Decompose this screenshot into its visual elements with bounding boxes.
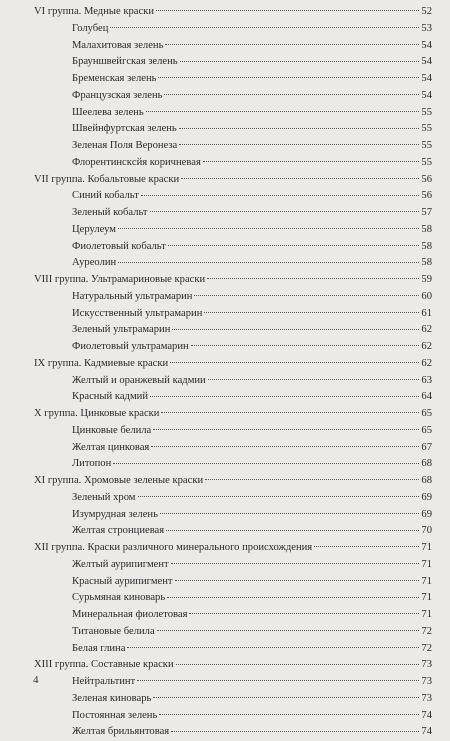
toc-entry [34,724,432,741]
toc-entry-page: 56 [421,190,432,202]
toc-entry [34,306,432,323]
toc-entry [34,557,432,574]
toc-entry [34,423,432,440]
toc-entry-page: 65 [421,424,432,436]
dot-leader [208,378,419,380]
toc-entry-page: 71 [421,592,432,604]
toc-entry-page: 60 [421,290,432,302]
dot-leader [314,545,419,547]
toc-entry [34,523,432,540]
toc-entry-page: 58 [421,240,432,252]
dot-leader [171,730,419,732]
toc-entry [34,105,432,122]
toc-group-entry [34,272,432,289]
dot-leader [110,26,419,28]
dot-leader [160,512,419,514]
toc-entry [34,339,432,356]
toc-entry-title: Красный кадмий [72,391,148,403]
toc-entry-page: 57 [421,207,432,218]
toc-entry [34,155,432,172]
dot-leader [194,294,419,296]
toc-entry-title: Красный аурипигмент [72,575,173,587]
toc-entry [34,708,432,725]
toc-entry-title: Зеленый кобальт [72,207,148,218]
toc-entry-page: 62 [421,357,432,369]
toc-entry-title: X группа. Цинковые краски [34,408,160,419]
toc-group-entry [34,406,432,423]
toc-entry [34,507,432,524]
dot-leader [153,428,419,430]
dot-leader [166,529,419,531]
dot-leader [141,194,419,196]
dot-leader [165,43,419,45]
toc-entry-page: 71 [421,542,432,553]
toc-entry-title: Зеленый ультрамарин [72,324,171,336]
toc-entry [34,641,432,658]
toc-entry-page: 53 [421,22,432,34]
toc-entry-title: Синий кобальт [72,190,139,202]
dot-leader [127,646,419,648]
dot-leader [118,227,419,229]
toc-entry-page: 71 [421,609,432,620]
toc-entry-page: 54 [421,89,432,101]
toc-entry-page: 71 [421,575,432,587]
toc-entry [34,38,432,55]
dot-leader [179,143,419,145]
toc-entry-page: 61 [421,307,432,319]
toc-entry [34,239,432,256]
toc-entry-title: Зеленый хром [72,491,136,503]
dot-leader [175,579,419,581]
toc-entry-title: VII группа. Кобальтовые краски [34,173,180,185]
toc-entry-page: 69 [421,491,432,503]
toc-entry [34,289,432,306]
toc-entry [34,691,432,708]
toc-entry-title: VIII группа. Ультрамариновые краски [34,274,206,285]
toc-group-entry [34,540,432,557]
toc-entry-title: Нейтральтинт [72,676,136,687]
toc-entry-title: Титановые белила [72,625,155,637]
toc-entry-title: Малахитовая зелень [72,39,164,51]
dot-leader [191,344,419,346]
toc-entry-title: Постоянная зелень [72,709,158,721]
toc-entry-title: Шеелева зелень [72,106,144,118]
dot-leader [113,462,419,464]
toc-entry-page: 62 [421,341,432,352]
dot-leader [167,596,419,598]
toc-entry-title: Желтый и оранжевый кадмии [72,374,206,386]
toc-entry-page: 58 [421,223,432,235]
toc-entry [34,121,432,138]
dot-leader [156,9,419,11]
dot-leader [205,478,419,480]
toc-entry-title: Желтая цинковая [72,441,150,453]
toc-entry [34,674,432,691]
toc-entry [34,624,432,641]
toc-entry-page: 55 [421,123,432,135]
toc-entry-page: 55 [421,156,432,168]
toc-entry-title: Голубец [72,22,109,34]
toc-entry-title: Церулеум [72,223,116,235]
toc-entry [34,222,432,239]
dot-leader [150,210,419,212]
dot-leader [158,76,419,78]
dot-leader [180,60,419,62]
toc-entry-page: 55 [421,140,432,151]
toc-entry [34,138,432,155]
toc-entry-title: Сурьмяная киноварь [72,592,166,604]
dot-leader [179,127,419,129]
toc-entry-page: 68 [421,458,432,470]
dot-leader [172,328,419,330]
toc-entry-page: 72 [421,642,432,654]
toc-entry-title: Брауншвейгская зелень [72,56,178,68]
toc-entry-title: Белая глина [72,642,126,654]
toc-entry-page: 74 [421,726,432,738]
dot-leader [138,495,420,497]
toc-entry-title: VI группа. Медные краски [34,6,154,17]
dot-leader [204,311,419,313]
toc-entry-title: Желтая брильянтовая [72,726,170,738]
toc-entry-title: Минеральная фиолетовая [72,609,188,620]
toc-entry-page: 73 [421,692,432,704]
dot-leader [168,244,419,246]
toc-entry-page: 55 [421,106,432,118]
toc-entry-page: 73 [421,676,432,687]
dot-leader [150,395,419,397]
toc-entry [34,389,432,406]
toc-entry [34,490,432,507]
toc-entry-title: Зеленая киноварь [72,692,152,704]
toc-entry-page: 63 [421,374,432,386]
toc-entry-title: XII группа. Краски различного минерального происхождения [34,542,313,553]
toc-entry-page: 65 [421,408,432,419]
toc-entry-page: 64 [421,391,432,403]
dot-leader [161,411,419,413]
dot-leader [181,177,419,179]
dot-leader [170,361,419,363]
toc-entry [34,574,432,591]
toc-entry-title: Цинковые белила [72,424,152,436]
dot-leader [203,160,419,162]
toc-entry-page: 54 [421,39,432,51]
toc-entry [34,21,432,38]
dot-leader [207,277,419,279]
toc-entry-title: Литопон [72,458,112,470]
toc-entry-page: 54 [421,73,432,84]
toc-entry-title: Натуральный ультрамарин [72,290,193,302]
toc-group-entry [34,356,432,373]
dot-leader [164,93,419,95]
toc-group-entry [34,473,432,490]
dot-leader [151,445,419,447]
toc-entry [34,322,432,339]
toc-entry-page: 68 [421,475,432,486]
toc-entry-page: 69 [421,508,432,520]
toc-entry-title: Фиолетовый кобальт [72,240,166,252]
toc-entry [34,607,432,624]
toc-entry-title: Швейнфуртская зелень [72,123,177,135]
toc-entry-page: 56 [421,173,432,185]
table-of-contents [34,4,432,741]
page-number: 4 [33,674,39,686]
toc-entry-page: 70 [421,525,432,537]
toc-group-entry [34,172,432,189]
toc-entry-title: Французская зелень [72,89,163,101]
dot-leader [153,696,419,698]
toc-entry-title: Желтый аурипигмент [72,558,169,570]
toc-entry-page: 54 [421,56,432,68]
dot-leader [118,261,419,263]
toc-group-entry [34,4,432,21]
dot-leader [171,562,419,564]
toc-entry-title: Флорентинскcйя коричневая [72,156,201,168]
toc-entry-page: 52 [421,6,432,17]
toc-entry [34,54,432,71]
toc-entry-page: 59 [421,274,432,285]
toc-entry [34,88,432,105]
toc-entry [34,205,432,222]
toc-entry-title: Искусственный ультрамарин [72,307,203,319]
toc-entry-title: Бременская зелень [72,73,157,84]
toc-entry [34,373,432,390]
toc-entry-title: IX группа. Кадмиевые краски [34,357,169,369]
toc-entry-page: 62 [421,324,432,336]
toc-entry [34,255,432,272]
dot-leader [176,663,419,665]
toc-entry-title: Фиолетовый ультрамарин [72,341,189,352]
toc-entry-page: 67 [421,441,432,453]
toc-entry [34,440,432,457]
toc-entry-page: 72 [421,625,432,637]
dot-leader [157,629,419,631]
toc-entry [34,590,432,607]
dot-leader [189,612,419,614]
toc-entry-title: Желтая стронциевая [72,525,165,537]
toc-entry-title: Изумрудная зелень [72,508,158,520]
toc-entry-page: 58 [421,257,432,269]
dot-leader [137,679,419,681]
toc-entry [34,456,432,473]
dot-leader [159,713,419,715]
toc-entry-title: XI группа. Хромовые зеленые краски [34,475,204,486]
toc-entry-title: XIII группа. Составные краски [34,659,174,671]
toc-entry-page: 71 [421,558,432,570]
toc-group-entry [34,657,432,674]
toc-entry [34,188,432,205]
toc-entry-title: Зеленая Поля Веронеза [72,140,178,151]
toc-entry-page: 73 [421,659,432,671]
dot-leader [146,110,419,112]
toc-entry-title: Ауреолин [72,257,117,269]
toc-entry [34,71,432,88]
toc-entry-page: 74 [421,709,432,721]
